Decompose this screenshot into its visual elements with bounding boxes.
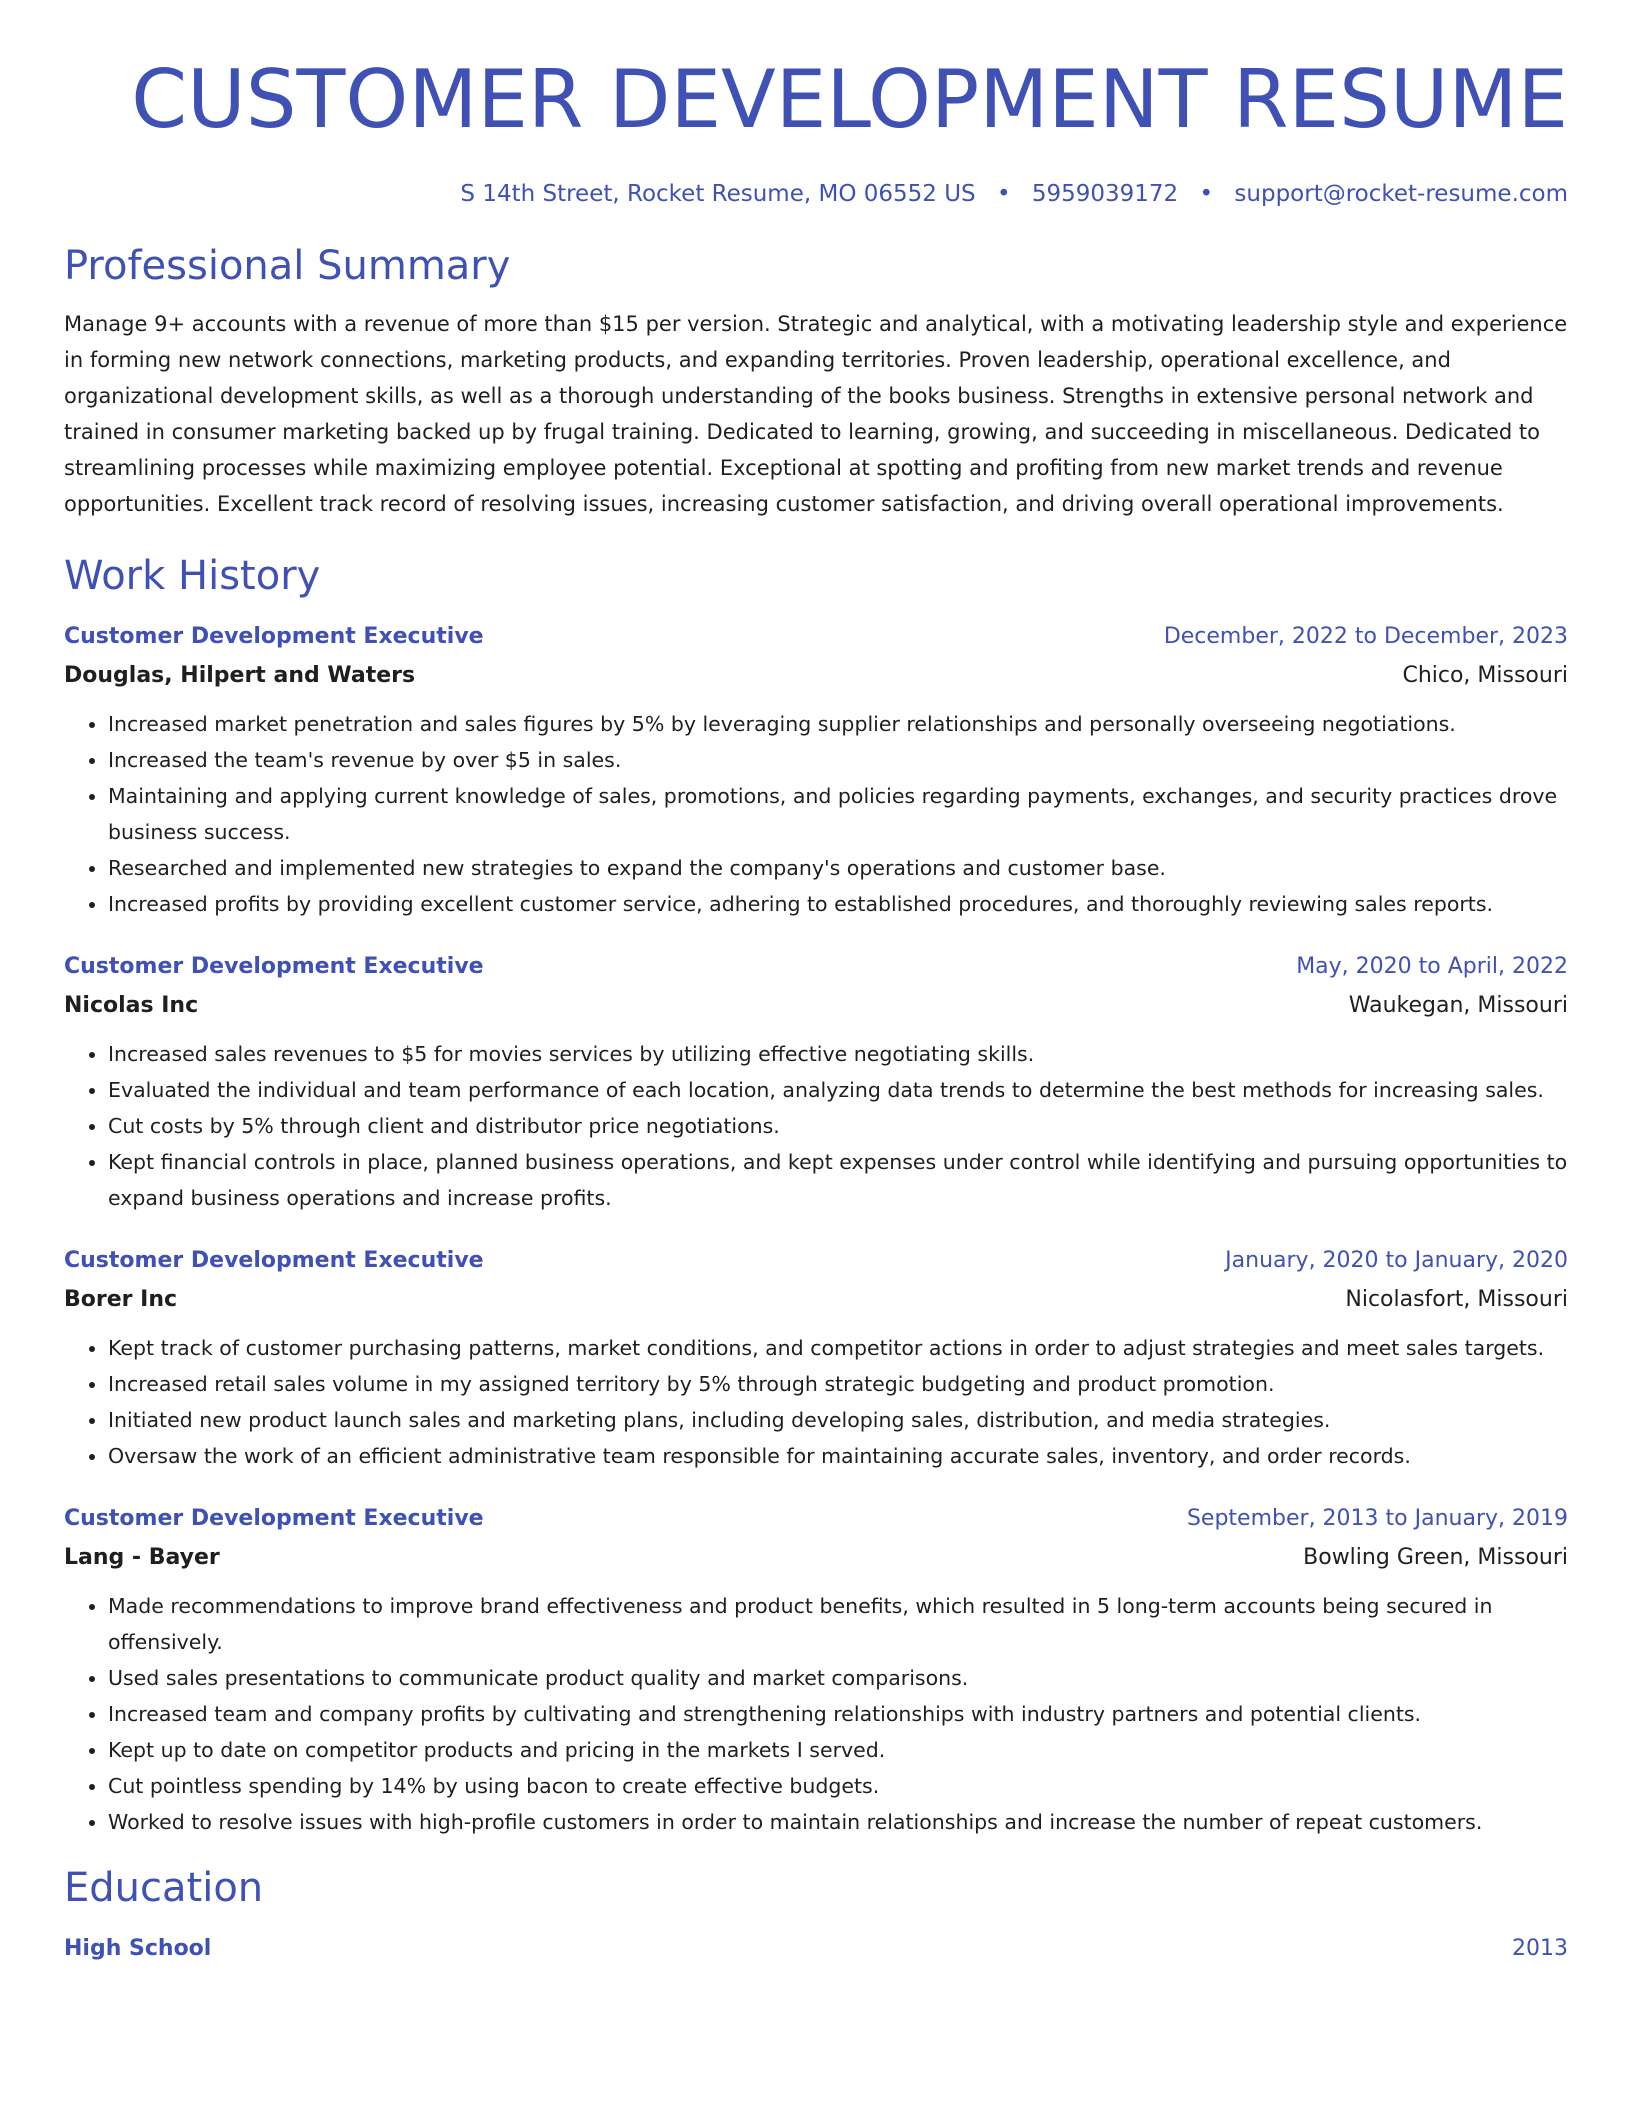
contact-separator: •	[996, 181, 1011, 207]
contact-line	[64, 178, 1568, 210]
job-bullet: • Initiated new product launch sales and marketing plans, including developing sales, distribution, and media strategies.	[108, 1402, 1568, 1438]
job-entry	[64, 1242, 1568, 1474]
job-dates: January, 2020 to January, 2020	[1225, 1248, 1568, 1273]
job-bullet: • Made recommendations to improve brand effectiveness and product benefits, which resulted in 5 long-term accounts being secured in offensively.	[108, 1588, 1568, 1660]
resume-title: CUSTOMER DEVELOPMENT RESUME	[131, 53, 1568, 146]
job-company: Douglas, Hilpert and Waters	[64, 663, 416, 688]
job-bullet: • Increased sales revenues to $5 for movies services by utilizing effective negotiating skills.	[108, 1036, 1568, 1072]
work-history-heading: Work History	[64, 553, 321, 599]
contact-separator: •	[1199, 181, 1214, 207]
job-bullet: • Worked to resolve issues with high-profile customers in order to maintain relationships and increase the number of repeat customers.	[108, 1804, 1568, 1840]
job-bullet: • Kept track of customer purchasing patterns, market conditions, and competitor actions in order to adjust strategies and meet sales targets.	[108, 1330, 1568, 1366]
job-title: Customer Development Executive	[64, 1506, 484, 1531]
job-bullets	[64, 1330, 1568, 1474]
job-bullets	[64, 706, 1568, 922]
job-bullet: • Kept up to date on competitor products and pricing in the markets I served.	[108, 1732, 1568, 1768]
job-dates: December, 2022 to December, 2023	[1163, 624, 1568, 649]
job-bullet: • Used sales presentations to communicate product quality and market comparisons.	[108, 1660, 1568, 1696]
job-bullet: • Researched and implemented new strategies to expand the company's operations and customer base.	[108, 850, 1568, 886]
job-title: Customer Development Executive	[64, 624, 484, 649]
summary-heading: Professional Summary	[64, 243, 511, 289]
job-bullet: • Maintaining and applying current knowledge of sales, promotions, and policies regarding payments, exchanges, and security practices drove business success.	[108, 778, 1568, 850]
job-bullet: • Increased team and company profits by cultivating and strengthening relationships with industry partners and potential clients.	[108, 1696, 1568, 1732]
job-entry	[64, 948, 1568, 1216]
summary-text: Manage 9+ accounts with a revenue of more than $15 per version. Strategic and analytical, with a motivating leadership style and experience in forming new network connections, marketing products, and expanding territories. Proven leadership, operational excellence, and organizational development skills, as well as a thorough understanding of the books business. Strengths in extensive personal network and trained in consumer marketing backed up by frugal training. Dedicated to learning, growing, and succeeding in miscellaneous. Dedicated to streamlining processes while maximizing employee potential. Exceptional at spotting and profiting from new market trends and revenue opportunities. Excellent track record of resolving issues, increasing customer satisfaction, and driving overall operational improvements.	[64, 312, 1568, 516]
job-bullet: • Increased market penetration and sales figures by 5% by leveraging supplier relationships and personally overseeing negotiations.	[108, 706, 1568, 742]
education-entry	[64, 1930, 1568, 1968]
job-dates: September, 2013 to January, 2019	[1186, 1506, 1568, 1531]
job-bullet: • Increased profits by providing excellent customer service, adhering to established procedures, and thoroughly reviewing sales reports.	[108, 886, 1568, 922]
job-bullet: • Cut costs by 5% through client and distributor price negotiations.	[108, 1108, 1568, 1144]
job-entry	[64, 618, 1568, 922]
contact-phone: 5959039172	[1031, 181, 1179, 207]
job-title: Customer Development Executive	[64, 954, 484, 979]
education-year: 2013	[1512, 1936, 1568, 1961]
job-location: Chico, Missouri	[1402, 663, 1568, 688]
job-title: Customer Development Executive	[64, 1248, 484, 1273]
contact-address: S 14th Street, Rocket Resume, MO 06552 US	[460, 181, 976, 207]
job-company: Nicolas Inc	[64, 993, 199, 1018]
job-bullets	[64, 1588, 1568, 1840]
job-location: Waukegan, Missouri	[1348, 993, 1568, 1018]
job-location: Bowling Green, Missouri	[1303, 1545, 1568, 1570]
job-bullets	[64, 1036, 1568, 1216]
job-bullet: • Oversaw the work of an efficient administrative team responsible for maintaining accurate sales, inventory, and order records.	[108, 1438, 1568, 1474]
contact-email: support@rocket-resume.com	[1234, 181, 1568, 207]
education-degree: High School	[64, 1936, 212, 1961]
job-dates: May, 2020 to April, 2022	[1296, 954, 1568, 979]
job-bullet: • Increased retail sales volume in my assigned territory by 5% through strategic budgeting and product promotion.	[108, 1366, 1568, 1402]
job-company: Lang - Bayer	[64, 1545, 220, 1570]
education-heading: Education	[64, 1865, 264, 1911]
job-entry	[64, 1500, 1568, 1840]
job-location: Nicolasfort, Missouri	[1345, 1287, 1568, 1312]
job-bullet: • Evaluated the individual and team performance of each location, analyzing data trends to determine the best methods for increasing sales.	[108, 1072, 1568, 1108]
job-bullet: • Increased the team's revenue by over $5 in sales.	[108, 742, 1568, 778]
job-bullet: • Cut pointless spending by 14% by using bacon to create effective budgets.	[108, 1768, 1568, 1804]
job-bullet: • Kept financial controls in place, planned business operations, and kept expenses under control while identifying and pursuing opportunities to expand business operations and increase profits.	[108, 1144, 1568, 1216]
resume-page	[64, 0, 1568, 1968]
job-company: Borer Inc	[64, 1287, 178, 1312]
